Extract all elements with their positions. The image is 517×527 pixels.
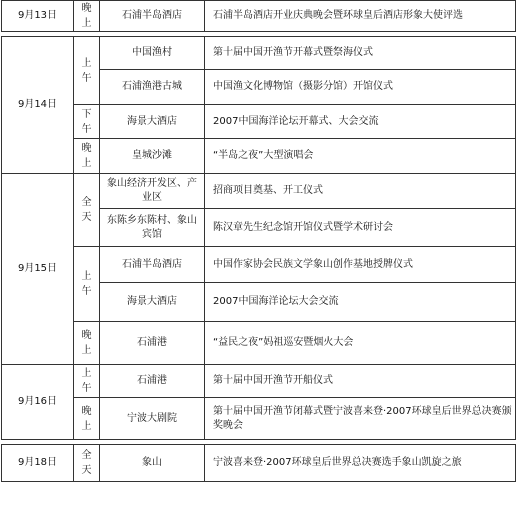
venue-cell: 象山 bbox=[100, 445, 205, 482]
event-cell: 石浦半岛酒店开业庆典晚会暨环球皇后酒店形象大使评选 bbox=[205, 1, 516, 32]
event-schedule-table bbox=[1, 0, 516, 482]
date-cell: 9月18日 bbox=[2, 445, 74, 482]
event-cell: “益民之夜”妈祖巡安暨烟火大会 bbox=[205, 322, 516, 365]
period-label: 上午 bbox=[81, 271, 92, 297]
event-cell: “半岛之夜”大型演唱会 bbox=[205, 139, 516, 174]
event-cell: 中国作家协会民族文学象山创作基地授牌仪式 bbox=[205, 247, 516, 283]
period-cell bbox=[74, 247, 100, 322]
period-cell bbox=[74, 445, 100, 482]
event-cell: 宁波喜来登·2007环球皇后世界总决赛选手象山凯旋之旅 bbox=[205, 445, 516, 482]
date-cell: 9月14日 bbox=[2, 37, 74, 174]
venue-cell: 宁波大剧院 bbox=[100, 398, 205, 440]
venue-cell: 皇城沙滩 bbox=[100, 139, 205, 174]
event-cell: 2007中国海洋论坛开幕式、大会交流 bbox=[205, 105, 516, 139]
period-cell bbox=[74, 37, 100, 105]
event-cell: 中国渔文化博物馆（摄影分馆）开馆仪式 bbox=[205, 70, 516, 105]
schedule-row bbox=[2, 445, 516, 482]
date-cell: 9月16日 bbox=[2, 365, 74, 440]
period-cell bbox=[74, 398, 100, 440]
venue-cell: 石浦半岛酒店 bbox=[100, 247, 205, 283]
event-cell: 2007中国海洋论坛大会交流 bbox=[205, 283, 516, 322]
venue-cell: 石浦港 bbox=[100, 365, 205, 398]
period-cell bbox=[74, 1, 100, 32]
date-cell: 9月13日 bbox=[2, 1, 74, 32]
venue-cell: 中国渔村 bbox=[100, 37, 205, 70]
schedule-row bbox=[2, 1, 516, 32]
period-label: 晚上 bbox=[81, 405, 92, 432]
schedule-body bbox=[2, 1, 516, 482]
schedule-row bbox=[2, 398, 516, 440]
event-cell: 第十届中国开渔节开船仪式 bbox=[205, 365, 516, 398]
period-label: 晚上 bbox=[81, 330, 92, 356]
period-label: 上午 bbox=[81, 57, 92, 84]
venue-cell: 海景大酒店 bbox=[100, 105, 205, 139]
date-cell: 9月15日 bbox=[2, 174, 74, 365]
period-cell bbox=[74, 174, 100, 247]
period-label: 全天 bbox=[81, 197, 92, 223]
period-cell bbox=[74, 139, 100, 174]
period-label: 晚上 bbox=[81, 3, 92, 29]
venue-cell: 象山经济开发区、产业区 bbox=[100, 174, 205, 209]
period-label: 上午 bbox=[81, 368, 92, 394]
period-cell bbox=[74, 322, 100, 365]
event-cell: 第十届中国开渔节开幕式暨祭海仪式 bbox=[205, 37, 516, 70]
schedule-row bbox=[2, 322, 516, 365]
period-label: 下午 bbox=[81, 108, 92, 135]
event-cell: 招商项目奠基、开工仪式 bbox=[205, 174, 516, 209]
venue-cell: 石浦渔港古城 bbox=[100, 70, 205, 105]
period-cell bbox=[74, 365, 100, 398]
period-label: 晚上 bbox=[81, 143, 92, 169]
period-cell bbox=[74, 105, 100, 139]
schedule-row bbox=[2, 365, 516, 398]
period-label: 全天 bbox=[81, 450, 92, 476]
schedule-row bbox=[2, 105, 516, 139]
venue-cell: 石浦港 bbox=[100, 322, 205, 365]
schedule-row bbox=[2, 139, 516, 174]
schedule-row bbox=[2, 174, 516, 209]
venue-cell: 海景大酒店 bbox=[100, 283, 205, 322]
schedule-row bbox=[2, 247, 516, 283]
venue-cell: 石浦半岛酒店 bbox=[100, 1, 205, 32]
schedule-row bbox=[2, 37, 516, 70]
event-cell: 陈汉章先生纪念馆开馆仪式暨学术研讨会 bbox=[205, 209, 516, 247]
venue-cell: 东陈乡东陈村、象山宾馆 bbox=[100, 209, 205, 247]
event-cell: 第十届中国开渔节闭幕式暨宁波喜来登·2007环球皇后世界总决赛颁奖晚会 bbox=[205, 398, 516, 440]
